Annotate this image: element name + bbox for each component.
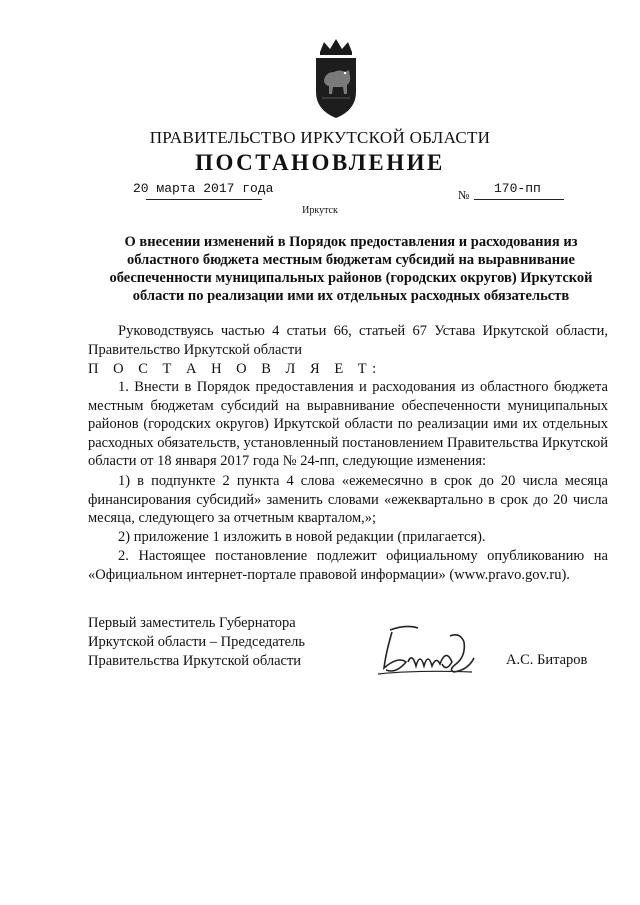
signer-name: А.С. Битаров <box>506 652 588 668</box>
signer-position-line: Первый заместитель Губернатора <box>88 615 296 631</box>
document-city: Иркутск <box>302 205 338 216</box>
item-2-paragraph: 2. Настоящее постановление подлежит официальному опубликованию на «Официальном интернет-портале правовой информации» (www.pravo.gov.ru). <box>88 548 608 583</box>
document-type: ПОСТАНОВЛЕНИЕ <box>195 150 445 175</box>
document-number: 170-пп <box>494 181 541 196</box>
item-1-2-paragraph: 2) приложение 1 изложить в новой редакции (прилагается). <box>118 529 486 545</box>
signer-position <box>88 614 388 671</box>
item-1-1-paragraph: 1) в подпункте 2 пункта 4 слова «ежемесячно в срок до 20 числа месяца финансирования субсидий» заменить словами «ежеквартально в срок до 20 числа месяца, следующего за отчетным кварталом,»; <box>88 473 608 526</box>
item-1-paragraph: 1. Внести в Порядок предоставления и расходования из областного бюджета местным бюджетам субсидий на выравнивание обеспеченности муниципальных районов (городских округов) Иркутской области по реализации ими их отдельных расходных обязательств, установленный постановлением Правительства Иркутской области от 18 января 2017 года № 24-пп, следующие изменения: <box>88 379 608 469</box>
coat-of-arms-icon <box>312 36 360 120</box>
handwritten-signature-icon <box>376 622 480 680</box>
signer-position-line: Иркутской области – Председатель <box>88 634 305 650</box>
document-date: 20 марта 2017 года <box>133 181 274 196</box>
decree-word: П О С Т А Н О В Л Я Е Т: <box>88 361 382 377</box>
preamble-paragraph: Руководствуясь частью 4 статьи 66, статьей 67 Устава Иркутской области, Правительство Иркутской области <box>88 323 608 358</box>
agency-name: ПРАВИТЕЛЬСТВО ИРКУТСКОЙ ОБЛАСТИ <box>149 128 491 147</box>
signer-position-line: Правительства Иркутской области <box>88 653 302 669</box>
number-sign: № <box>458 188 470 202</box>
date-underline <box>146 199 262 200</box>
document-title: О внесении изменений в Порядок предоставления и расходования из областного бюджета местным бюджетам субсидий на выравнивание обеспеченности муниципальных районов (городских округов) Иркутской области по реализации ими их отдельных расходных обязательств <box>109 234 593 304</box>
number-underline <box>474 199 564 200</box>
